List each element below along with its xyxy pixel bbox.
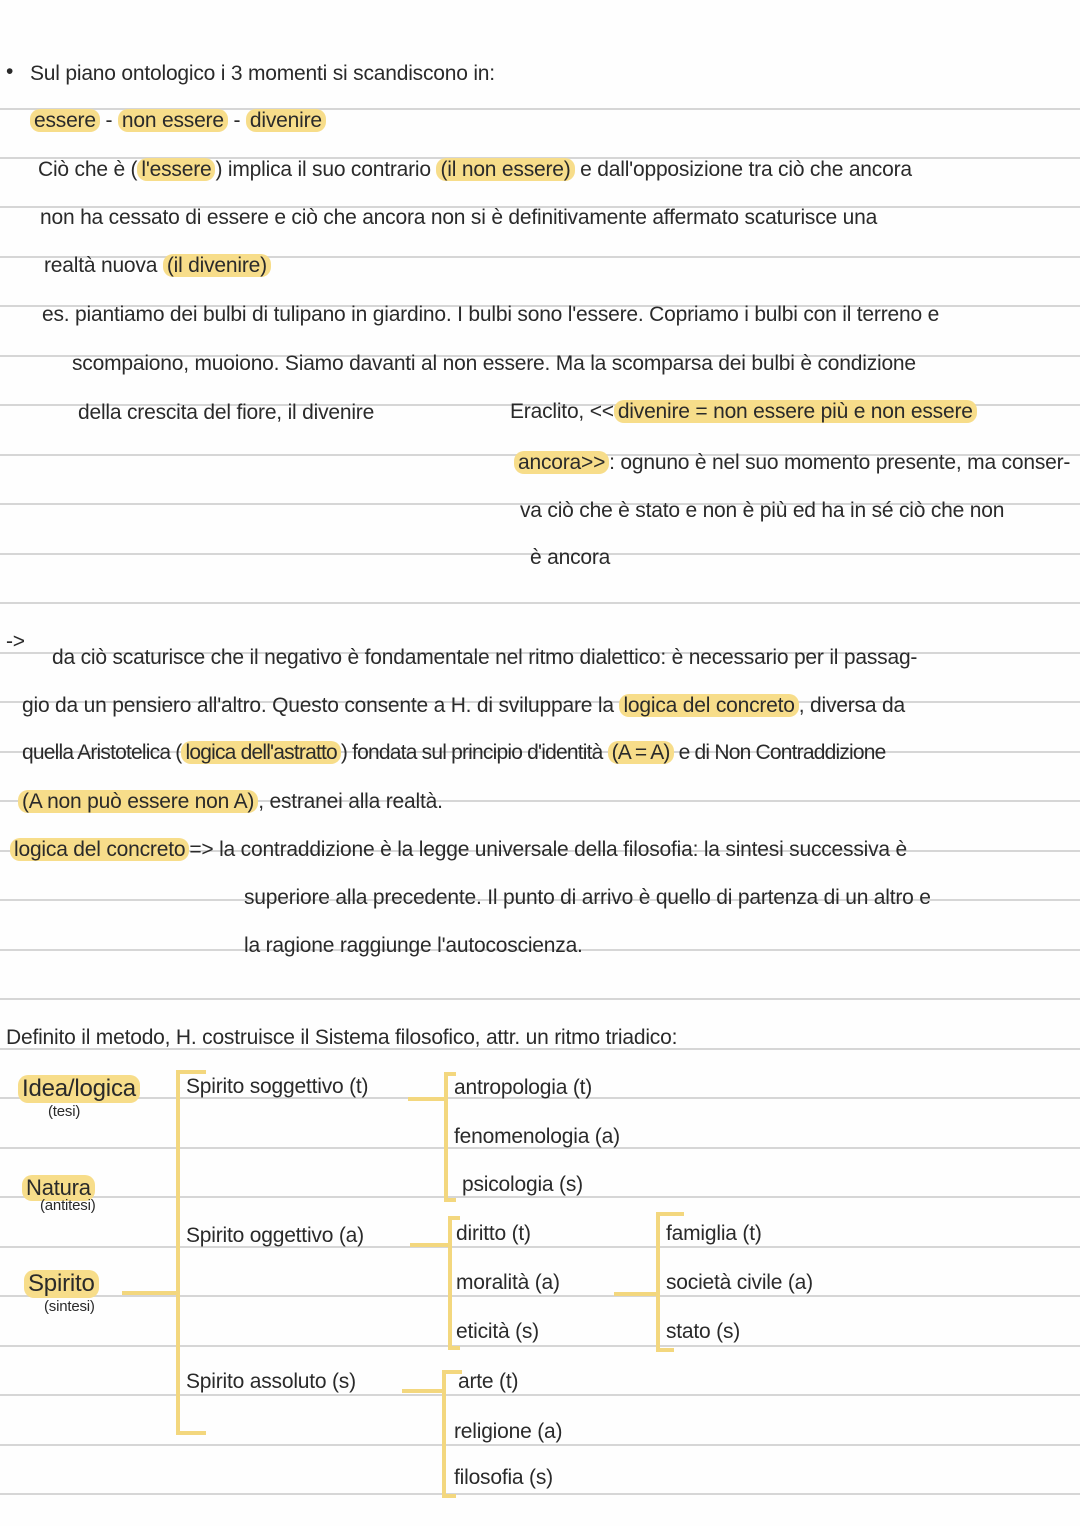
leaf: stato (s): [666, 1320, 741, 1343]
leaf: moralità (a): [456, 1271, 560, 1294]
leaf: eticità (s): [456, 1320, 539, 1343]
leaf: psicologia (s): [462, 1173, 583, 1196]
leaf: filosofia (s): [454, 1466, 553, 1489]
bracket-connector: [614, 1292, 658, 1296]
root-spirito-sub: (sintesi): [44, 1298, 95, 1315]
root-idea-sub: (tesi): [48, 1103, 81, 1120]
root-natura-sub: (antitesi): [40, 1197, 96, 1214]
bracket-cap: [656, 1212, 684, 1216]
paragraph-line: non ha cessato di essere e ciò che ancora non si è definitivamente affermato scaturisce una: [40, 206, 878, 229]
example-line: della crescita del fiore, il divenire: [78, 401, 375, 424]
example-line: es. piantiamo dei bulbi di tulipano in giardino. I bulbi sono l'essere. Copriamo i bulbi con il terreno e: [42, 303, 940, 326]
concreto-line: la ragione raggiunge l'autocoscienza.: [244, 934, 583, 957]
bracket-connector: [122, 1291, 178, 1295]
root-natura: Natura: [22, 1175, 95, 1201]
bracket-main: [176, 1070, 180, 1435]
paragraph-line: Ciò che è ( l'essere ) implica il suo contrario (il non essere) e dall'opposizione tra ciò che ancora: [38, 158, 912, 181]
bracket-assoluto: [442, 1370, 446, 1498]
bracket-oggettivo: [448, 1216, 452, 1350]
leaf: diritto (t): [456, 1222, 531, 1245]
dialettica-line: quella Aristotelica ( logica dell'astratto ) fondata sul principio d'identità (A = A) e di Non Contraddizione: [22, 741, 886, 764]
heading: Sul piano ontologico i 3 momenti si scandiscono in:: [30, 62, 495, 85]
branch-soggettivo: Spirito soggettivo (t): [186, 1075, 369, 1098]
concreto-line: superiore alla precedente. Il punto di arrivo è quello di partenza di un altro e: [244, 886, 931, 909]
bracket-eticita: [656, 1212, 660, 1352]
leaf: arte (t): [458, 1370, 519, 1393]
eraclito-quote: Eraclito, << divenire = non essere più e non essere: [510, 400, 977, 424]
bracket-cap: [442, 1494, 456, 1498]
arrow-icon: ->: [6, 630, 25, 653]
dialettica-line: gio da un pensiero all'altro. Questo consente a H. di sviluppare la logica del concreto , diversa da: [22, 694, 905, 717]
bracket-soggettivo: [444, 1072, 448, 1202]
eraclito-line: è ancora: [530, 546, 611, 569]
leaf: antropologia (t): [454, 1076, 593, 1099]
root-idea: Idea/logica: [18, 1075, 140, 1103]
example-line: scompaiono, muoiono. Siamo davanti al non essere. Ma la scomparsa dei bulbi è condizione: [72, 352, 916, 375]
sistema-intro: Definito il metodo, H. costruisce il Sistema filosofico, attr. un ritmo triadico:: [6, 1026, 678, 1049]
root-spirito: Spirito: [24, 1270, 99, 1298]
bracket-connector: [402, 1389, 444, 1393]
bracket-cap: [448, 1346, 460, 1350]
bracket-connector: [408, 1097, 446, 1101]
paragraph-line: realtà nuova (il divenire): [44, 254, 271, 278]
leaf: famiglia (t): [666, 1222, 762, 1245]
eraclito-quote: ancora>> : ognuno è nel suo momento presente, ma conser-: [514, 451, 1070, 475]
bracket-connector: [410, 1243, 448, 1247]
branch-assoluto: Spirito assoluto (s): [186, 1370, 356, 1393]
dialettica-line: da ciò scaturisce che il negativo è fondamentale nel ritmo dialettico: è necessario per il passag-: [52, 646, 918, 669]
logica-concreto: logica del concreto => la contraddizione è la legge universale della filosofia: la sintesi successiva è: [10, 838, 907, 862]
leaf: società civile (a): [666, 1271, 813, 1294]
leaf: fenomenologia (a): [454, 1125, 620, 1148]
bullet: •: [6, 60, 14, 83]
bracket-cap: [656, 1348, 674, 1352]
eraclito-line: va ciò che è stato e non è più ed ha in sé ciò che non: [520, 499, 1005, 522]
bracket-cap: [448, 1216, 460, 1220]
bracket-cap: [176, 1070, 206, 1074]
branch-oggettivo: Spirito oggettivo (a): [186, 1224, 364, 1247]
bracket-cap: [176, 1431, 206, 1435]
leaf: religione (a): [454, 1420, 563, 1443]
dialettica-line: (A non può essere non A) , estranei alla realtà.: [18, 790, 443, 814]
bracket-cap: [444, 1198, 456, 1202]
triad: essere - non essere - divenire: [30, 109, 326, 133]
